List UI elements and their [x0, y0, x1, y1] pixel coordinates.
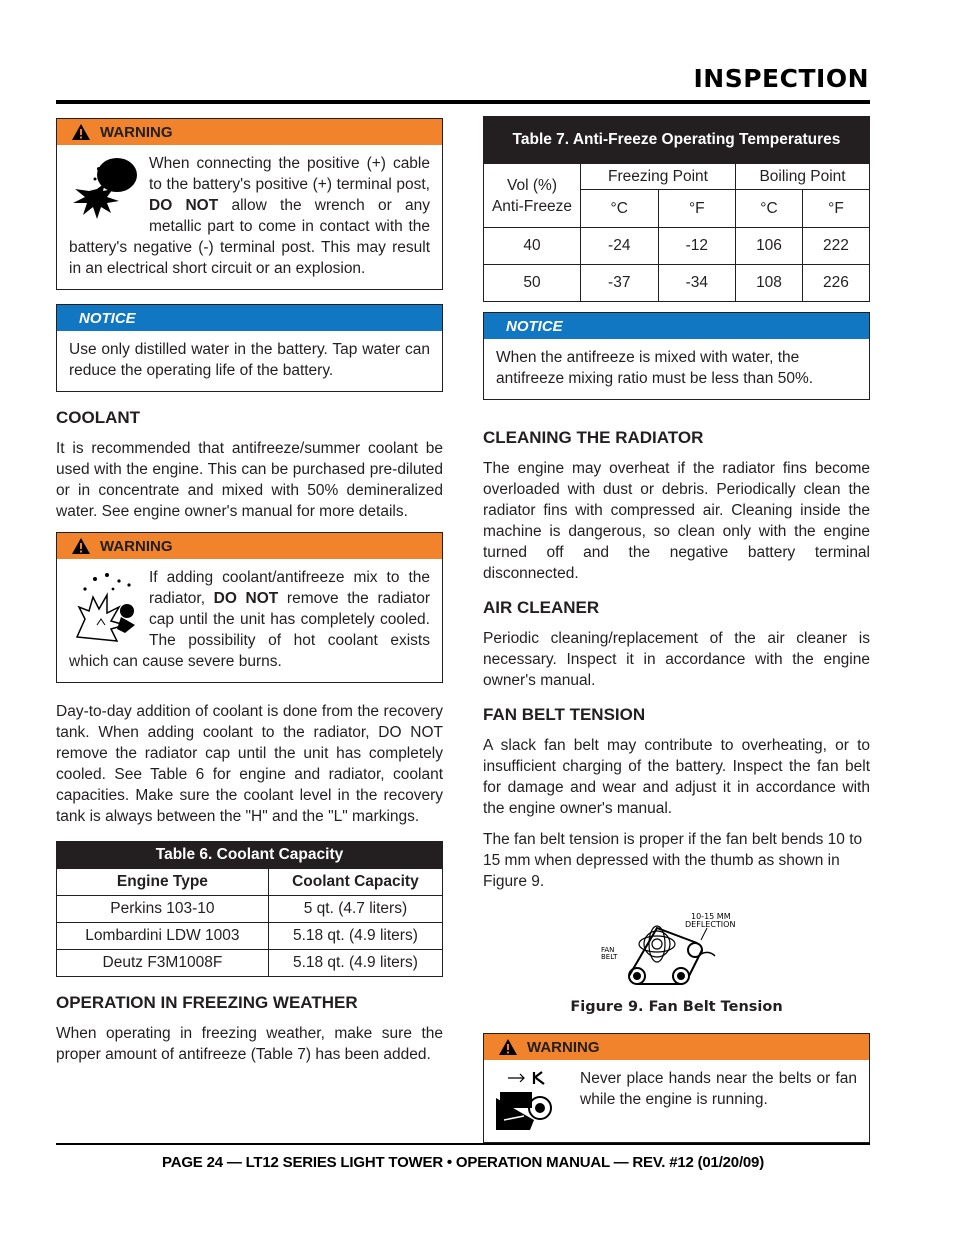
table-cell: 5.18 qt. (4.9 liters)	[268, 923, 442, 950]
table-caption: Table 7. Anti-Freeze Operating Temperatures	[484, 117, 870, 164]
footer-rule	[56, 1143, 870, 1145]
warning-triangle-icon	[71, 537, 91, 555]
table-cell: 50	[484, 265, 581, 302]
fan-belt-diagram	[597, 906, 757, 990]
antifreeze-table	[483, 116, 870, 302]
coolant-paragraph: It is recommended that antifreeze/summer coolant be used with the engine. This can be purchased pre-diluted or in concentrate and mixed with 50% demineralized water. See engine owner's manual for more details.	[56, 440, 443, 520]
freezing-heading: OPERATION IN FREEZING WEATHER	[56, 993, 358, 1012]
warning-box-radiator-cap	[56, 532, 443, 683]
radiator-paragraph: The engine may overheat if the radiator fins become overloaded with dust or debris. Periodically clean the radiator fins with compressed air. Cleaning inside the machine is dangerous, so clean only with the engine turned off and the negative battery terminal disconnected.	[483, 460, 870, 582]
table-cell: Deutz F3M1008F	[57, 950, 269, 977]
air-cleaner-heading: AIR CLEANER	[483, 598, 600, 617]
warning-triangle-icon	[498, 1038, 518, 1056]
table-cell: -34	[658, 265, 736, 302]
unit-c: °C	[736, 190, 803, 228]
hot-coolant-spray-icon	[67, 567, 141, 643]
table-cell: 40	[484, 228, 581, 265]
coolant-capacity-table	[56, 841, 443, 977]
warning-label: WARNING	[100, 537, 173, 555]
right-column	[483, 116, 870, 1157]
warning-header	[57, 533, 442, 559]
warning-text-a: If adding coolant/antifreeze mix to the radiator,	[149, 569, 430, 607]
warning-body	[484, 1060, 869, 1142]
table-cell: 5.18 qt. (4.9 liters)	[268, 950, 442, 977]
radiator-heading: CLEANING THE RADIATOR	[483, 428, 704, 447]
figure-caption: Figure 9. Fan Belt Tension	[570, 999, 783, 1015]
table-cell: -24	[581, 228, 659, 265]
notice-text: Use only distilled water in the battery. Tap water can reduce the operating life of the battery.	[69, 341, 430, 379]
warning-triangle-icon	[71, 123, 91, 141]
table-row	[57, 923, 443, 950]
warning-box-belts	[483, 1033, 870, 1143]
warning-header	[57, 119, 442, 145]
thumb-icon	[701, 952, 715, 956]
notice-label: NOTICE	[484, 313, 869, 339]
deflection-arrow-icon	[701, 928, 707, 940]
figure-fan-belt	[483, 906, 870, 995]
table-cell: 226	[802, 265, 869, 302]
warning-label: WARNING	[100, 123, 173, 141]
warning-text-a: When connecting the positive (+) cable to the battery's positive (+) terminal post,	[149, 155, 430, 193]
table-row	[484, 265, 870, 302]
page-title: INSPECTION	[693, 64, 869, 93]
warning-body	[57, 559, 442, 682]
belt-label: BELT	[600, 953, 617, 961]
warning-bold: DO NOT	[149, 197, 219, 214]
table-cell: 108	[736, 265, 803, 302]
deflection-label-2: DEFLECTION	[684, 920, 735, 929]
table-header-freezing: Freezing Point	[581, 164, 736, 190]
notice-text: When the antifreeze is mixed with water, the antifreeze mixing ratio must be less than 50%.	[496, 349, 814, 387]
table-header-vol	[484, 164, 581, 228]
table-header-boiling: Boiling Point	[736, 164, 870, 190]
warning-text-b: remove the radiator cap until the unit has completely cooled. The possibility of hot coolant exists which can cause severe burns.	[69, 590, 430, 670]
fan-belt-paragraph-1: A slack fan belt may contribute to overheating, or to insufficient charging of the battery. Inspect the fan belt for damage and wear and adjust it in accordance with the engine owner's manual.	[483, 737, 870, 817]
notice-box-distilled-water	[56, 304, 443, 392]
deflection-label-1: 10-15 MM	[690, 912, 731, 921]
header-rule	[56, 100, 870, 104]
table-row	[484, 228, 870, 265]
table-header: Coolant Capacity	[268, 869, 442, 896]
antifreeze-label: Anti-Freeze	[491, 197, 573, 215]
coolant-heading: COOLANT	[56, 408, 141, 427]
coolant-paragraph-2: Day-to-day addition of coolant is done from the recovery tank. When adding coolant to the radiator, DO NOT remove the radiator cap until the unit has completely cooled. See Table 6 for engine and radiator, coolant capacities. Make sure the coolant level in the recovery tank is always between the "H" and the "L" markings.	[56, 703, 443, 825]
vol-label: Vol (%)	[507, 176, 557, 194]
page-footer: PAGE 24 — LT12 SERIES LIGHT TOWER • OPERATION MANUAL — REV. #12 (01/20/09)	[162, 1154, 764, 1171]
unit-c: °C	[581, 190, 659, 228]
warning-header	[484, 1034, 869, 1060]
air-cleaner-paragraph: Periodic cleaning/replacement of the air cleaner is necessary. Inspect it in accordance with the engine owner's manual.	[483, 630, 870, 689]
battery-explosion-icon	[67, 153, 141, 225]
notice-box-antifreeze	[483, 312, 870, 400]
table-row	[57, 896, 443, 923]
fan-icon	[638, 926, 675, 963]
table-row	[57, 950, 443, 977]
warning-text: Never place hands near the belts or fan while the engine is running.	[580, 1070, 857, 1108]
notice-label: NOTICE	[57, 305, 442, 331]
unit-f: °F	[802, 190, 869, 228]
unit-f: °F	[658, 190, 736, 228]
table-cell: 222	[802, 228, 869, 265]
hand-belt-entanglement-icon	[494, 1068, 572, 1132]
warning-body	[57, 145, 442, 289]
left-column	[56, 118, 443, 1075]
fan-belt-paragraph-2: The fan belt tension is proper if the fan belt bends 10 to 15 mm when depressed with the thumb as shown in Figure 9.	[483, 831, 863, 890]
table-caption: Table 6. Coolant Capacity	[57, 842, 443, 869]
warning-label: WARNING	[527, 1038, 600, 1056]
fan-label: FAN	[600, 946, 614, 954]
table-cell: Lombardini LDW 1003	[57, 923, 269, 950]
table-header: Engine Type	[57, 869, 269, 896]
fan-belt-heading: FAN BELT TENSION	[483, 705, 646, 724]
warning-text-b: allow the wrench or any metallic part to come in contact with the battery's negative (-) terminal post. This may result in an electrical short circuit or an explosion.	[69, 197, 431, 277]
table-cell: 106	[736, 228, 803, 265]
freezing-paragraph: When operating in freezing weather, make sure the proper amount of antifreeze (Table 7) has been added.	[56, 1025, 443, 1063]
warning-bold: DO NOT	[213, 590, 279, 607]
table-cell: 5 qt. (4.7 liters)	[268, 896, 442, 923]
warning-box-battery	[56, 118, 443, 290]
table-cell: -37	[581, 265, 659, 302]
table-cell: Perkins 103-10	[57, 896, 269, 923]
table-cell: -12	[658, 228, 736, 265]
